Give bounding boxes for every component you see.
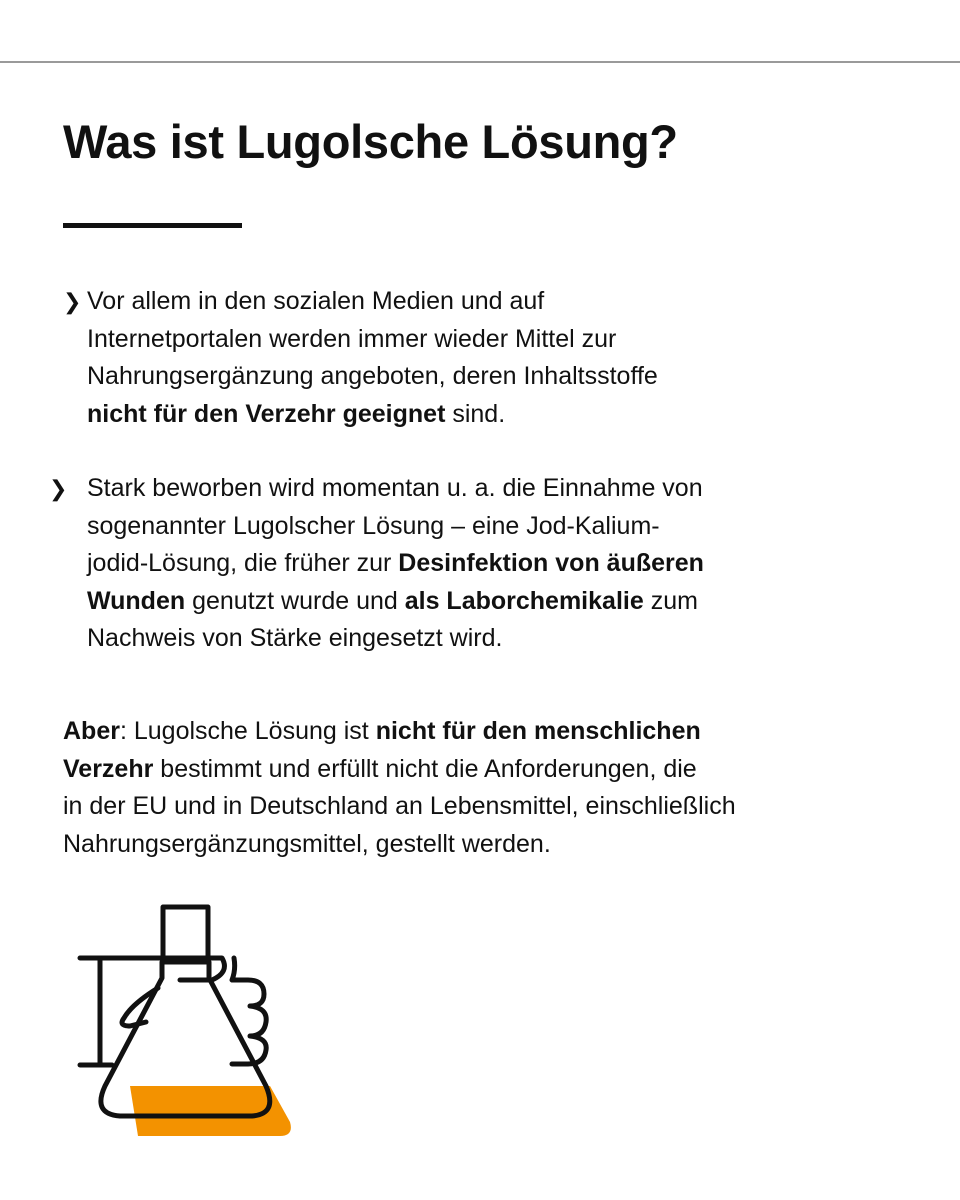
bold-text: Verzehr	[63, 754, 154, 783]
text-run: sind.	[445, 399, 506, 428]
flask-neck	[163, 907, 208, 962]
text-line	[87, 508, 867, 546]
text-line	[63, 713, 903, 751]
text-run: Nahrungsergänzung angeboten, deren Inhaltsstoffe	[87, 362, 658, 390]
text-run: sogenannter Lugolscher Lösung – eine Jod-Kalium-	[87, 511, 660, 540]
text-run: Vor allem in den sozialen Medien und auf	[87, 287, 545, 315]
text-line	[87, 583, 867, 621]
text-line	[63, 788, 903, 826]
text-line	[87, 396, 867, 434]
text-run: in der EU und in Deutschland an Lebensmittel, einschließlich	[63, 792, 736, 820]
text-run: genutzt wurde und	[185, 586, 405, 615]
bullet-text	[87, 470, 867, 658]
text-line	[87, 283, 867, 321]
text-line	[63, 751, 903, 789]
chevron-right-icon: ❯	[63, 289, 82, 314]
page-title: Was ist Lugolsche Lösung?	[63, 115, 678, 168]
text-line	[87, 321, 867, 359]
text-line	[87, 358, 867, 396]
hand-holding-flask-icon	[72, 900, 302, 1145]
text-line	[87, 545, 867, 583]
bold-text: als Laborchemikalie	[404, 586, 644, 615]
bullet-text	[87, 283, 867, 433]
text-run: Nahrungsergänzungsmittel, gestellt werden.	[63, 829, 551, 858]
bold-text: Aber	[63, 717, 120, 745]
bold-text: Wunden	[87, 586, 186, 615]
bold-text: Desinfektion von äußeren	[398, 549, 704, 577]
text-line	[87, 620, 867, 658]
chevron-right-icon: ❯	[49, 476, 68, 501]
text-run: : Lugolsche Lösung ist	[119, 717, 376, 745]
text-run: Stark beworben wird momentan u. a. die Einnahme von	[87, 474, 703, 502]
top-divider	[0, 61, 960, 63]
text-run: Nachweis von Stärke eingesetzt wird.	[87, 624, 503, 652]
bold-text: nicht für den menschlichen	[375, 717, 701, 745]
text-line	[63, 826, 903, 864]
text-run: zum	[643, 586, 698, 615]
hand-fingers	[232, 958, 266, 1064]
summary-paragraph	[63, 713, 903, 863]
title-underline	[63, 223, 242, 228]
text-run: jodid-Lösung, die früher zur	[87, 549, 399, 577]
text-run: bestimmt und erfüllt nicht die Anforderungen, die	[153, 754, 697, 783]
text-run: Internetportalen werden immer wieder Mittel zur	[87, 324, 617, 353]
text-line	[87, 470, 867, 508]
bold-text: nicht für den Verzehr geeignet	[87, 399, 446, 428]
